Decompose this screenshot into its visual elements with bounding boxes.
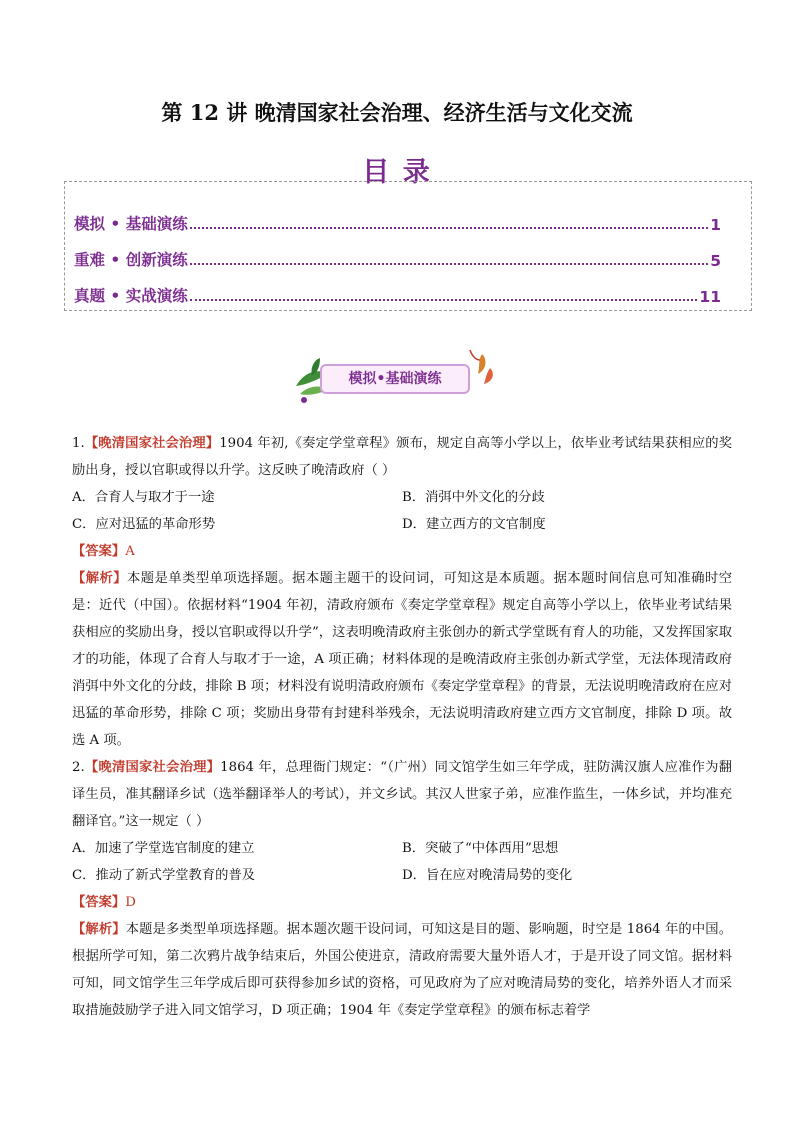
question-2-options bbox=[72, 835, 732, 889]
answer-value: A bbox=[125, 544, 135, 559]
question-topic-tag: 【晚清国家社会治理】 bbox=[84, 436, 220, 451]
question-1-options bbox=[72, 484, 732, 538]
toc-item-page: 11 bbox=[699, 288, 721, 306]
question-number: 1. bbox=[72, 436, 85, 451]
section-banner: 模拟•基础演练 bbox=[320, 364, 470, 394]
option-d[interactable]: D．旨在应对晚清局势的变化 bbox=[402, 868, 573, 883]
question-2-analysis bbox=[72, 916, 732, 1024]
toc-item-advanced[interactable] bbox=[74, 246, 721, 270]
toc-item-label: 真题 • 实战演练 bbox=[74, 287, 188, 305]
question-text: 1864 年，总理衙门规定：“（广州）同文馆学生如三年学成，驻防满汉旗人应准作为翻译生员，准其翻译乡试（选举翻译举人的考试），并文乡试。其汉人世家子弟，应准作监生，一体乡试，并均准充翻译官。”这一规定（ ） bbox=[72, 760, 732, 829]
analysis-text: 本题是多类型单项选择题。据本题次题干设问词，可知这是目的题、影响题，时空是 1864 年的中国。根据所学可知，第二次鸦片战争结束后，外国公使进京，清政府需要大量外语人才，于是开设了同文馆。据材料可知，同文馆学生三年学成后即可获得参加乡试的资格，可见政府为了应对晚清局势的变化，培养外语人才而采取措施鼓励学子进入同文馆学习，D 项正确；1904 年《奏定学堂章程》的颁布标志着学 bbox=[72, 922, 732, 1018]
answer-label: 【答案】 bbox=[72, 544, 126, 559]
toc-leader-dots bbox=[190, 263, 709, 265]
toc-heading: 目 录 bbox=[362, 157, 432, 188]
option-c[interactable]: C．推动了新式学堂教育的普及 bbox=[72, 868, 256, 883]
question-1-answer bbox=[72, 538, 732, 565]
question-text: 1904 年初,《奏定学堂章程》颁布，规定自高等小学以上，依毕业考试结果获相应的奖励出身，授以官职或得以升学。这反映了晚清政府（ ） bbox=[72, 436, 732, 478]
answer-label: 【答案】 bbox=[72, 895, 126, 910]
question-list bbox=[72, 430, 732, 1024]
question-2-stem bbox=[72, 754, 732, 835]
toc-item-page: 5 bbox=[710, 252, 721, 270]
toc-item-page: 1 bbox=[710, 216, 721, 234]
question-topic-tag: 【晚清国家社会治理】 bbox=[84, 760, 221, 775]
analysis-label: 【解析】 bbox=[72, 922, 126, 937]
page-title: 第 12 讲 晚清国家社会治理、经济生活与文化交流 bbox=[161, 100, 633, 125]
option-a[interactable]: A．合育人与取才于一途 bbox=[72, 490, 215, 505]
question-1-analysis bbox=[72, 565, 732, 754]
table-of-contents bbox=[64, 181, 752, 311]
option-b[interactable]: B．突破了“中体西用”思想 bbox=[402, 841, 559, 856]
question-1-stem bbox=[72, 430, 732, 484]
option-c[interactable]: C．应对迅猛的革命形势 bbox=[72, 517, 216, 532]
answer-value: D bbox=[125, 895, 136, 910]
question-2-answer bbox=[72, 889, 732, 916]
toc-item-label: 模拟 • 基础演练 bbox=[74, 215, 188, 233]
toc-item-label: 重难 • 创新演练 bbox=[74, 251, 188, 269]
analysis-label: 【解析】 bbox=[72, 571, 128, 586]
toc-item-exam[interactable] bbox=[74, 282, 721, 306]
option-d[interactable]: D．建立西方的文官制度 bbox=[402, 517, 546, 532]
question-number: 2. bbox=[72, 760, 85, 775]
option-b[interactable]: B．消弭中外文化的分歧 bbox=[402, 490, 545, 505]
option-a[interactable]: A．加速了学堂选官制度的建立 bbox=[72, 841, 255, 856]
toc-item-basic[interactable] bbox=[74, 210, 721, 234]
analysis-text: 本题是单类型单项选择题。据本题主题干的设问词，可知这是本质题。据本题时间信息可知准确时空是：近代（中国）。依据材料“1904 年初，清政府颁布《奏定学堂章程》规定自高等小学以上，依毕业考试结果获相应的奖励出身，授以官职或得以升学”，这表明晚清政府主张创办的新式学堂既有育人的功能，又发挥国家取才的功能，体现了合育人与取才于一途，A 项正确；材料体现的是晚清政府主张创办新式学堂，无法体现清政府消弭中外文化的分歧，排除 B 项；材料没有说明清政府颁布《奏定学堂章程》的背景，无法说明晚清政府在应对迅猛的革命形势，排除 C 项；奖励出身带有封建科举残余，无法说明清政府建立西方文官制度，排除 D 项。故选 A 项。 bbox=[72, 571, 733, 748]
toc-leader-dots bbox=[190, 299, 698, 301]
toc-leader-dots bbox=[190, 227, 709, 229]
